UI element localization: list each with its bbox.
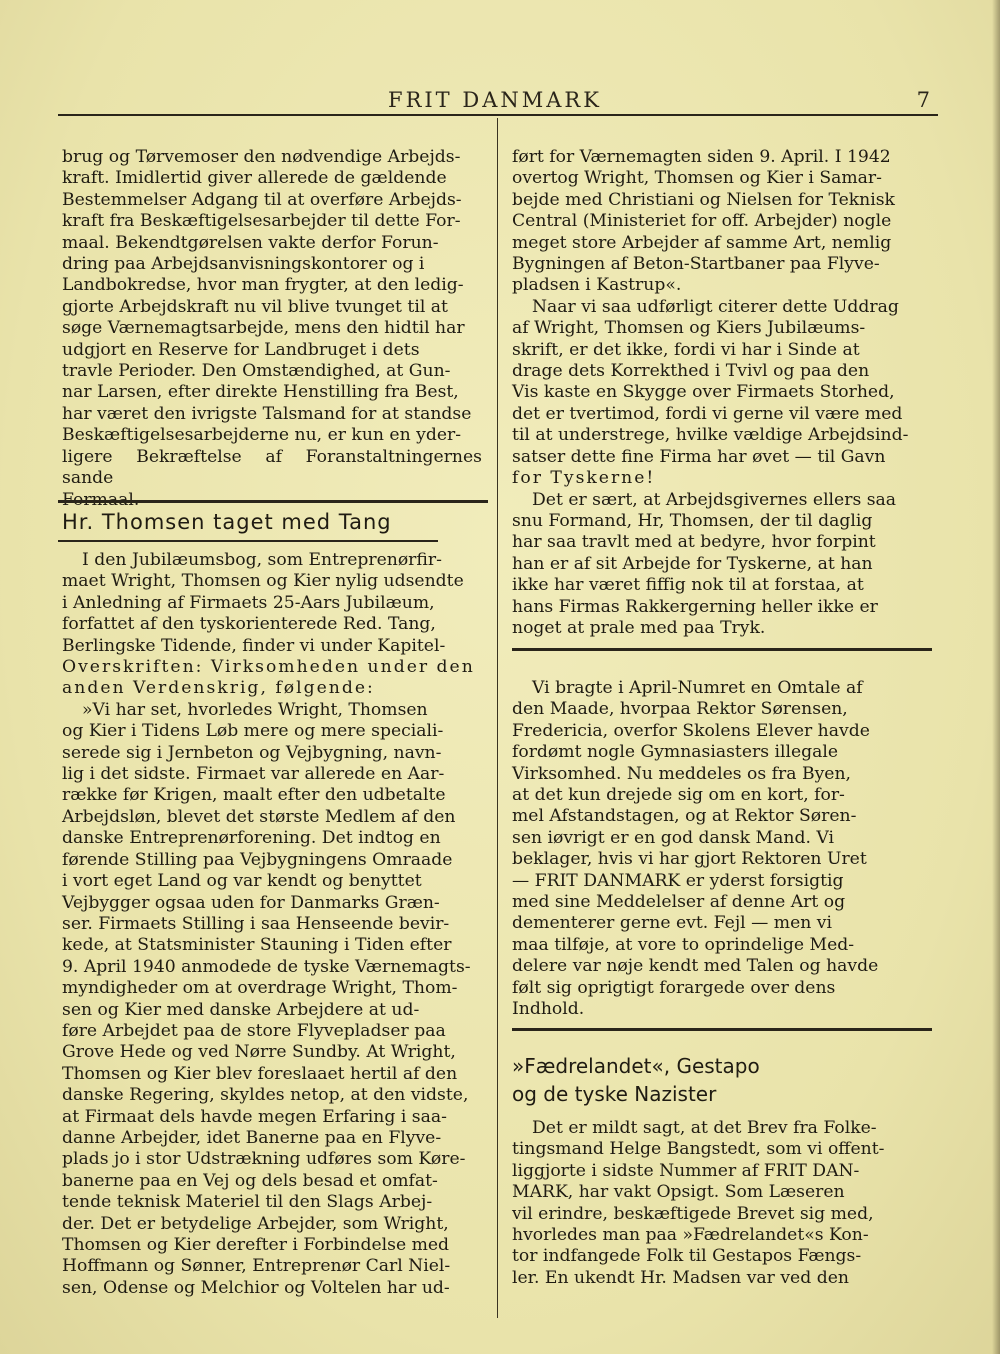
text-line: snu Formand, Hr, Thomsen, der til daglig: [512, 510, 873, 531]
section-rule: [512, 648, 932, 651]
text-line: maa tilføje, at vore to oprindelige Med-: [512, 934, 855, 955]
text-line: beklager, hvis vi har gjort Rektoren Uret: [512, 849, 867, 870]
text-line: ligere Bekræftelse af Foranstaltningernes sande: [62, 446, 482, 489]
text-line: delere var nøje kendt med Talen og havde: [512, 956, 879, 977]
text-line: ler. En ukendt Hr. Madsen var ved den: [512, 1267, 849, 1288]
text-line: Bygningen af Beton-Startbaner paa Flyve-: [512, 254, 880, 275]
text-line: Arbejdsløn, blevet det største Medlem af den: [62, 806, 456, 827]
header-rule: [58, 114, 938, 116]
page-edge-shadow: [992, 0, 1000, 1354]
text-line: føre Arbejdet paa de store Flyvepladser paa: [62, 1020, 446, 1041]
text-line: og Kier i Tidens Løb mere og mere speciali-: [62, 721, 444, 742]
text-line: — FRIT DANMARK er yderst forsigtig: [512, 870, 844, 891]
text-line: fordømt nogle Gymnasiasters illegale: [512, 742, 839, 763]
text-line: med sine Meddelelser af denne Art og: [512, 892, 846, 913]
text-line: Naar vi saa udførligt citerer dette Uddrag: [532, 296, 899, 317]
text-line: af Wright, Thomsen og Kiers Jubilæums-: [512, 318, 866, 339]
text-line: Virksomhed. Nu meddeles os fra Byen,: [512, 763, 852, 784]
text-line: sen og Kier med danske Arbejdere at ud-: [62, 999, 420, 1020]
text-line: vil erindre, beskæftigede Brevet sig med,: [512, 1203, 874, 1224]
text-line: søge Værnemagtsarbejde, mens den hidtil har: [62, 318, 465, 339]
correction-notice: [512, 678, 932, 1021]
text-line: Thomsen og Kier blev foreslaaet hertil af den: [62, 1063, 458, 1084]
text-line: Overskriften: Virksomheden under den: [62, 657, 475, 678]
text-line: »Vi har set, hvorledes Wright, Thomsen: [82, 699, 428, 720]
text-line: dring paa Arbejdsanvisningskontorer og i: [62, 254, 425, 275]
text-line: overtog Wright, Thomsen og Kier i Samar-: [512, 168, 882, 189]
text-line: Berlingske Tidende, finder vi under Kapitel-: [62, 635, 446, 656]
text-line: banerne paa en Vej og dels besad et omfat-: [62, 1170, 438, 1191]
text-line: han er af sit Arbejde for Tyskerne, at han: [512, 553, 873, 574]
text-line: Grove Hede og ved Nørre Sundby. At Wright,: [62, 1042, 456, 1063]
text-line: ikke har været fiffig nok til at forstaa, at: [512, 575, 864, 596]
text-line: Bestemmelser Adgang til at overføre Arbejds-: [62, 189, 462, 210]
section-heading: [512, 1052, 932, 1108]
heading-line: og de tyske Nazister: [512, 1082, 717, 1106]
text-line: lig i det sidste. Firmaet var allerede en Aar-: [62, 764, 445, 785]
text-line: for Tyskerne!: [512, 468, 656, 489]
text-line: Thomsen og Kier derefter i Forbindelse med: [62, 1235, 450, 1255]
text-line: pladsen i Kastrup«.: [512, 275, 682, 296]
text-line: tor indfangede Folk til Gestapos Fængs-: [512, 1246, 862, 1267]
text-line: række før Krigen, maalt efter den udbetalte: [62, 785, 446, 806]
text-line: tende teknisk Materiel til den Slags Arbej-: [62, 1192, 433, 1213]
text-line: det er tvertimod, fordi vi gerne vil være med: [512, 403, 903, 424]
text-line: har været den ivrigste Talsmand for at standse: [62, 403, 472, 424]
text-line: sen, Odense og Melchior og Voltelen har ud-: [62, 1277, 450, 1298]
text-line: danske Entreprenørforening. Det indtog en: [62, 828, 441, 849]
text-line: førende Stilling paa Vejbygningens Omraade: [62, 849, 453, 870]
text-line: 9. April 1940 anmodede de tyske Værnemagts-: [62, 956, 471, 977]
heading-line: »Fædrelandet«, Gestapo: [512, 1054, 760, 1078]
text-line: MARK, har vakt Opsigt. Som Læseren: [512, 1182, 845, 1203]
text-line: Landbokredse, hvor man frygter, at den ledig-: [62, 275, 464, 296]
text-line: den Maade, hvorpaa Rektor Sørensen,: [512, 699, 848, 720]
text-line: Vis kaste en Skygge over Firmaets Storhed,: [512, 382, 895, 403]
text-line: Beskæftigelsesarbejderne nu, er kun en yder-: [62, 425, 462, 446]
text-line: Det er sært, at Arbejdsgivernes ellers saa: [532, 489, 897, 510]
text-line: liggjorte i sidste Nummer af FRIT DAN-: [512, 1160, 860, 1181]
text-line: anden Verdenskrig, følgende:: [62, 678, 375, 699]
text-line: satser dette fine Firma har øvet — til Gavn: [512, 446, 886, 467]
text-line: maet Wright, Thomsen og Kier nylig udsendte: [62, 571, 464, 592]
page-number: 7: [916, 88, 930, 112]
section-heading: Hr. Thomsen taget med Tang: [62, 510, 392, 534]
text-line: danne Arbejder, idet Banerne paa en Flyve-: [62, 1127, 442, 1148]
text-line: at Firmaat dels havde megen Erfaring i saa-: [62, 1106, 447, 1127]
text-line: i Anledning af Firmaets 25-Aars Jubilæum,: [62, 592, 435, 613]
text-line: dementerer gerne evt. Fejl — men vi: [512, 913, 832, 934]
text-line: hans Firmas Rakkergerning heller ikke er: [512, 596, 878, 617]
left-article-body: [62, 550, 482, 1299]
section-rule: [512, 1028, 932, 1031]
text-line: kraft. Imidlertid giver allerede de gældende: [62, 168, 447, 189]
text-line: ser. Firmaets Stilling i saa Henseende bevir-: [62, 913, 450, 934]
text-line: udgjort en Reserve for Landbruget i dets: [62, 339, 420, 360]
text-line: Det er mildt sagt, at det Brev fra Folke-: [532, 1118, 877, 1138]
right-article-body: [512, 1118, 932, 1289]
text-line: nar Larsen, efter direkte Henstilling fra Best,: [62, 382, 459, 403]
text-line: travle Perioder. Den Omstændighed, at Gun-: [62, 361, 451, 382]
text-line: Vi bragte i April-Numret en Omtale af: [532, 678, 863, 698]
text-line: Central (Ministeriet for off. Arbejder) nogle: [512, 211, 892, 232]
left-intro-paragraph: [62, 147, 482, 511]
text-line: plads jo i stor Udstrækning udføres som Køre-: [62, 1149, 466, 1170]
section-rule: [58, 500, 488, 503]
heading-underline: [58, 540, 438, 542]
text-line: i vort eget Land og var kendt og benyttet: [62, 871, 422, 892]
text-line: myndigheder om at overdrage Wright, Thom-: [62, 978, 458, 999]
text-line: der. Det er betydelige Arbejder, som Wright,: [62, 1213, 449, 1234]
text-line: Indhold.: [512, 999, 585, 1020]
text-line: Fredericia, overfor Skolens Elever havde: [512, 720, 870, 741]
text-line: at det kun drejede sig om en kort, for-: [512, 785, 845, 806]
right-article-continuation: [512, 147, 932, 639]
text-line: hvorledes man paa »Fædrelandet«s Kon-: [512, 1225, 869, 1246]
text-line: mel Afstandstagen, og at Rektor Søren-: [512, 806, 857, 827]
text-line: drage dets Korrekthed i Tvivl og paa den: [512, 361, 870, 382]
text-line: tingsmand Helge Bangstedt, som vi offent-: [512, 1139, 885, 1160]
column-divider: [497, 118, 498, 1318]
text-line: noget at prale med paa Tryk.: [512, 617, 766, 638]
text-line: til at understrege, hvilke vældige Arbejdsind-: [512, 425, 909, 446]
text-line: meget store Arbejder af samme Art, nemlig: [512, 232, 892, 253]
text-line: ført for Værnemagten siden 9. April. I 1942: [512, 147, 891, 167]
masthead: FRIT DANMARK: [388, 88, 602, 112]
text-line: følt sig oprigtigt forargede over dens: [512, 977, 836, 998]
text-line: sen iøvrigt er en god dansk Mand. Vi: [512, 827, 835, 848]
text-line: Vejbygger ogsaa uden for Danmarks Græn-: [62, 892, 440, 913]
page-header: [58, 88, 938, 112]
text-line: skrift, er det ikke, fordi vi har i Sinde at: [512, 339, 860, 360]
text-line: bejde med Christiani og Nielsen for Teknisk: [512, 189, 895, 210]
text-line: kraft fra Beskæftigelsesarbejder til dette For-: [62, 211, 461, 232]
text-line: gjorte Arbejdskraft nu vil blive tvunget til at: [62, 296, 448, 317]
text-line: Hoffmann og Sønner, Entreprenør Carl Niel-: [62, 1256, 451, 1277]
text-line: brug og Tørvemoser den nødvendige Arbejds-: [62, 147, 461, 167]
text-line: kede, at Statsminister Stauning i Tiden efter: [62, 935, 452, 956]
text-line: danske Regering, skyldes netop, at den vidste,: [62, 1085, 469, 1106]
text-line: forfattet af den tyskorienterede Red. Tang,: [62, 614, 436, 635]
text-line: I den Jubilæumsbog, som Entreprenørfir-: [82, 550, 442, 570]
text-line: serede sig i Jernbeton og Vejbygning, navn-: [62, 742, 442, 763]
text-line: maal. Bekendtgørelsen vakte derfor Forun-: [62, 232, 439, 253]
text-line: har saa travlt med at bedyre, hvor forpint: [512, 532, 876, 553]
